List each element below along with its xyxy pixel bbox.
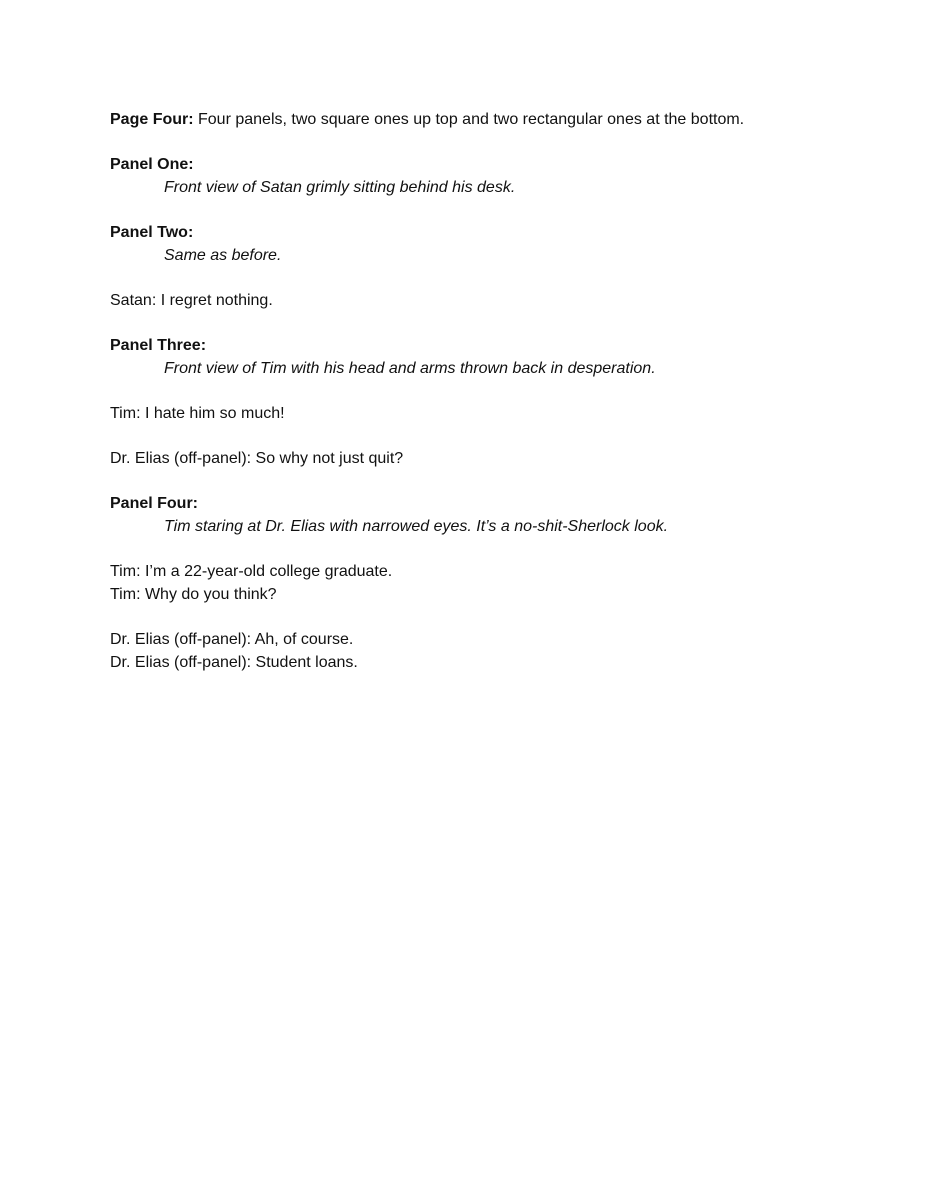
panel-four-heading: Panel Four: bbox=[110, 495, 199, 512]
spacer bbox=[110, 267, 870, 289]
spacer bbox=[110, 199, 870, 221]
panel-one-heading: Panel One: bbox=[110, 156, 194, 173]
dialogue-line: Dr. Elias (off-panel): So why not just quit? bbox=[110, 450, 404, 467]
spacer bbox=[110, 606, 870, 628]
spacer bbox=[110, 380, 870, 402]
panel-three-description: Front view of Tim with his head and arms thrown back in desperation. bbox=[164, 360, 656, 377]
page-heading bbox=[110, 108, 870, 131]
panel-two-description: Same as before. bbox=[164, 247, 282, 264]
dialogue-line: Satan: I regret nothing. bbox=[110, 292, 273, 309]
panel-four-description: Tim staring at Dr. Elias with narrowed eyes. It’s a no-shit-Sherlock look. bbox=[164, 518, 669, 535]
spacer bbox=[110, 312, 870, 334]
dialogue-line: Dr. Elias (off-panel): Ah, of course. bbox=[110, 631, 354, 648]
spacer bbox=[110, 425, 870, 447]
panel-one-description: Front view of Satan grimly sitting behind his desk. bbox=[164, 179, 516, 196]
dialogue-line: Tim: I hate him so much! bbox=[110, 405, 285, 422]
script-page bbox=[110, 108, 870, 674]
spacer bbox=[110, 538, 870, 560]
spacer bbox=[110, 470, 870, 492]
page-heading-label: Page Four: bbox=[110, 111, 194, 128]
dialogue-line: Tim: Why do you think? bbox=[110, 586, 277, 603]
panel-two-heading: Panel Two: bbox=[110, 224, 194, 241]
dialogue-line: Dr. Elias (off-panel): Student loans. bbox=[110, 654, 358, 671]
panel-three-heading: Panel Three: bbox=[110, 337, 207, 354]
page-heading-text: Four panels, two square ones up top and two rectangular ones at the bottom. bbox=[193, 111, 745, 128]
dialogue-line: Tim: I’m a 22-year-old college graduate. bbox=[110, 563, 393, 580]
spacer bbox=[110, 131, 870, 153]
